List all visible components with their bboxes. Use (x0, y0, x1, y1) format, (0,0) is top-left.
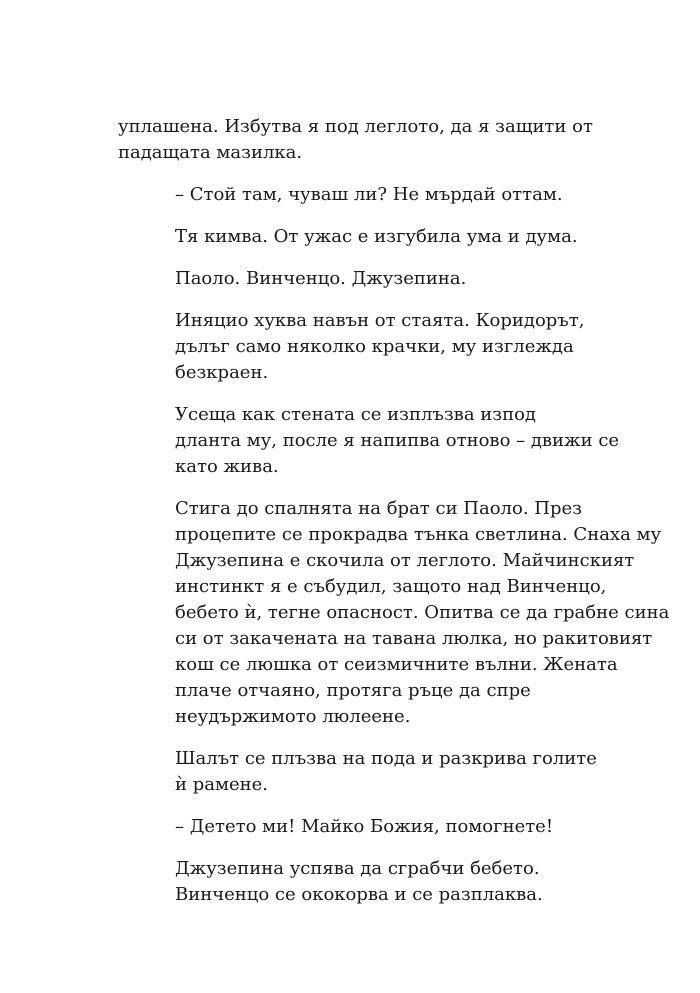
text-line: кош се люшка от сеизмичните вълни. Жената (175, 654, 618, 675)
text-line: плаче отчаяно, протяга ръце да спре (175, 680, 531, 701)
text-line: като жива. (175, 456, 279, 477)
text-line: си от закачената на тавана люлка, но ракитовият (175, 628, 653, 649)
text-line: Тя кимва. От ужас е изгубила ума и дума. (175, 226, 578, 247)
text-line: бебето ѝ, тегне опасност. Опитва се да грабне сина (175, 602, 670, 623)
text-line: Усеща как стената се изплъзва изпод (175, 404, 537, 425)
text-line: – Стой там, чуваш ли? Не мърдай оттам. (175, 184, 563, 205)
text-line: дълъг само няколко крачки, му изглежда (175, 336, 574, 357)
text-line: Винченцо се ококорва и се разплаква. (175, 884, 543, 905)
paragraph (118, 182, 604, 208)
paragraph (118, 496, 670, 730)
paragraph (118, 224, 604, 250)
text-line: Иняцио хуква навън от стаята. Коридорът, (175, 310, 585, 331)
paragraph (118, 402, 620, 480)
text-line: уплашена. Избутва я под леглото, да я защити от (118, 116, 593, 137)
text-line: падащата мазилка. (118, 142, 303, 163)
text-line: инстинкт я е събудил, защото над Винченцо, (175, 576, 607, 597)
paragraph (118, 266, 604, 292)
paragraph (118, 746, 604, 798)
text-line: – Детето ми! Майко Божия, помогнете! (175, 816, 554, 837)
text-line: дланта му, после я напипва отново – движи се (175, 430, 620, 451)
body-text (118, 114, 670, 924)
text-line: безкраен. (175, 362, 269, 383)
paragraph (118, 308, 604, 386)
text-line: Джузепина е скочила от леглото. Майчинският (175, 550, 635, 571)
text-line: неудържимото люлеене. (175, 706, 411, 727)
paragraph (118, 114, 604, 166)
text-line: Шалът се плъзва на пода и разкрива голите (175, 748, 597, 769)
text-line: ѝ рамене. (175, 774, 268, 795)
paragraph (118, 814, 604, 840)
text-line: Стига до спалнята на брат си Паоло. През (175, 498, 582, 519)
text-line: Джузепина успява да сграбчи бебето. (175, 858, 540, 879)
text-line: процепите се прокрадва тънка светлина. Снаха му (175, 524, 662, 545)
text-line: Паоло. Винченцо. Джузепина. (175, 268, 467, 289)
paragraph (118, 856, 604, 908)
